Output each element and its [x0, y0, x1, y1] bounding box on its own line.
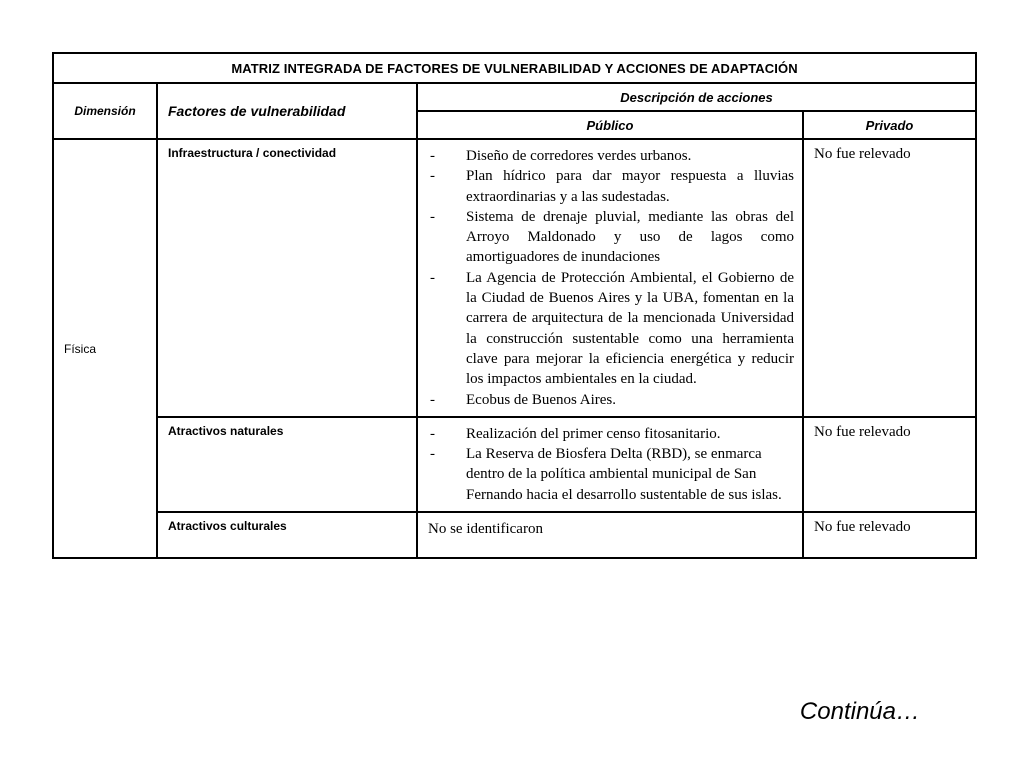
public-header: Público	[417, 111, 803, 139]
public-actions-list	[428, 146, 794, 410]
table-row	[53, 417, 976, 512]
list-item: - Diseño de corredores verdes urbanos.	[428, 146, 794, 166]
actions-header: Descripción de acciones	[417, 83, 976, 111]
public-actions-cell	[417, 417, 803, 512]
table-row	[53, 139, 976, 417]
list-item: - Plan hídrico para dar mayor respuesta a lluvias extraordinarias y a las sudestadas.	[428, 166, 794, 207]
table-title: MATRIZ INTEGRADA DE FACTORES DE VULNERABILIDAD Y ACCIONES DE ADAPTACIÓN	[53, 53, 976, 83]
public-actions-list	[428, 424, 794, 505]
private-actions-cell: No fue relevado	[803, 417, 976, 512]
private-header: Privado	[803, 111, 976, 139]
list-item: - Sistema de drenaje pluvial, mediante las obras del Arroyo Maldonado y uso de lagos como amortiguadores de inundaciones	[428, 207, 794, 268]
factor-cell: Atractivos culturales	[157, 512, 417, 558]
dimension-header: Dimensión	[53, 83, 157, 139]
public-actions-cell	[417, 139, 803, 417]
list-item: - La Agencia de Protección Ambiental, el Gobierno de la Ciudad de Buenos Aires y la UBA, fomentan en la carrera de arquitectura de la mencionada Universidad la construcción sustentable como una herramienta clave para mejorar la eficiencia energética y reducir los impactos ambientales en la ciudad.	[428, 268, 794, 390]
list-item: - La Reserva de Biosfera Delta (RBD), se enmarca dentro de la política ambiental municipal de San Fernando hacia el desarrollo sustentable de sus islas.	[428, 444, 794, 505]
table-row	[53, 512, 976, 558]
dimension-cell: Física	[53, 139, 157, 558]
list-item: - Realización del primer censo fitosanitario.	[428, 424, 794, 444]
vulnerability-matrix-table	[52, 52, 977, 559]
continue-label: Continúa…	[799, 698, 920, 725]
public-actions-cell: No se identificaron	[417, 512, 803, 558]
factors-header: Factores de vulnerabilidad	[157, 83, 417, 139]
private-actions-cell: No fue relevado	[803, 512, 976, 558]
list-item: - Ecobus de Buenos Aires.	[428, 390, 794, 410]
factor-cell: Infraestructura / conectividad	[157, 139, 417, 417]
factor-cell: Atractivos naturales	[157, 417, 417, 512]
private-actions-cell: No fue relevado	[803, 139, 976, 417]
